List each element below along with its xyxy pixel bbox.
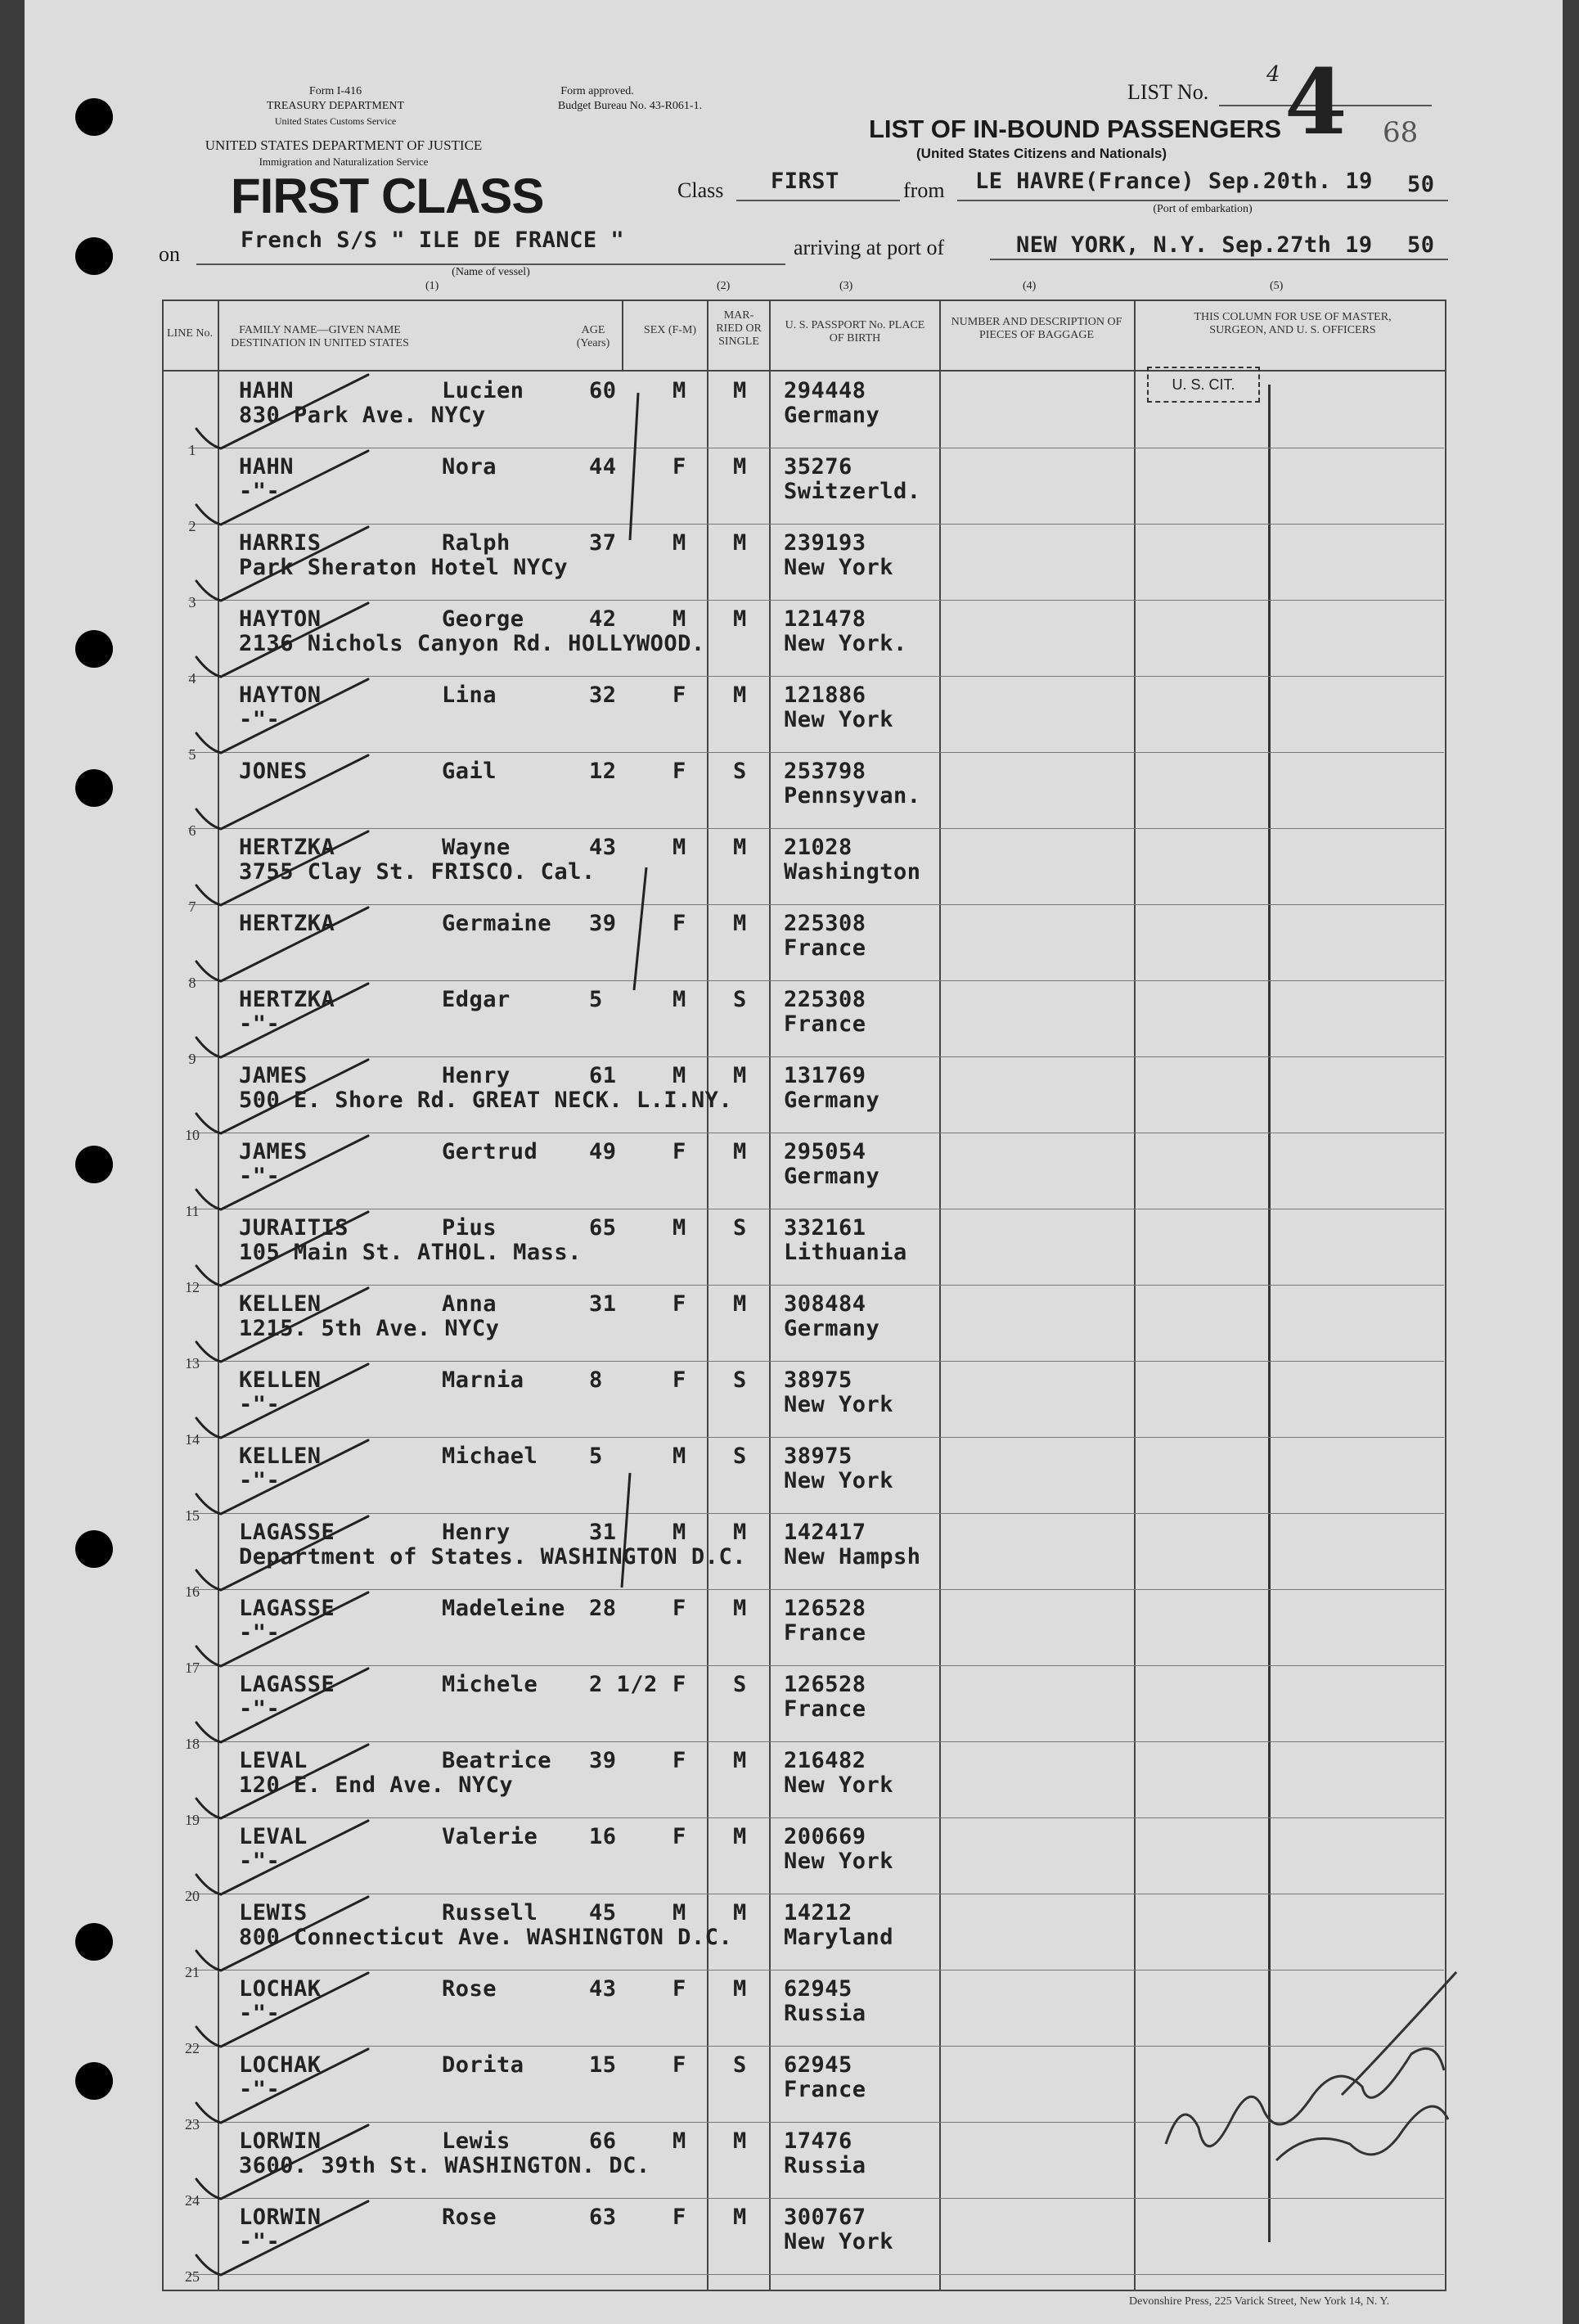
passenger-destination: -"- [239, 2077, 281, 2102]
passenger-marital-status: M [733, 530, 747, 556]
passenger-given-name: Gertrud [442, 1139, 538, 1164]
col-header-sex: SEX (F-M) [643, 324, 697, 336]
passenger-birthplace: New York. [784, 631, 907, 656]
passenger-sex: F [673, 1139, 686, 1164]
passenger-marital-status: M [733, 1748, 747, 1773]
line-number: 10 [185, 1127, 200, 1143]
checkmark [196, 2125, 368, 2199]
passenger-family-name: HAHN [239, 378, 295, 403]
passenger-birthplace: Russia [784, 2153, 866, 2178]
col-num-4: (4) [1023, 280, 1037, 292]
line-number: 3 [188, 594, 196, 610]
line-number: 7 [188, 899, 196, 915]
line-number: 16 [185, 1583, 200, 1600]
checkmark [196, 1440, 368, 1514]
passenger-passport-no: 35276 [784, 454, 852, 480]
passenger-family-name: JAMES [239, 1139, 308, 1164]
passenger-marital-status: S [733, 1443, 747, 1469]
passenger-sex: F [673, 911, 686, 936]
passenger-destination: -"- [239, 479, 281, 504]
col-header-baggage: NUMBER AND DESCRIPTION OF PIECES OF BAGGAGE [951, 316, 1122, 341]
passenger-age: 44 [589, 454, 617, 480]
list-no-big: 4 [1284, 49, 1347, 155]
passenger-age: 5 [589, 987, 603, 1012]
passenger-destination: 105 Main St. ATHOL. Mass. [239, 1240, 582, 1265]
passenger-destination: -"- [239, 707, 281, 732]
line-number: 4 [188, 670, 196, 687]
passenger-passport-no: 332161 [784, 1215, 866, 1241]
passenger-given-name: Ralph [442, 530, 511, 556]
checkmark [196, 1060, 368, 1133]
passenger-marital-status: M [733, 1824, 747, 1849]
passenger-passport-no: 126528 [784, 1672, 866, 1697]
passenger-sex: M [673, 835, 686, 860]
passenger-family-name: HAHN [239, 454, 295, 480]
arriving-label: arriving at port of [794, 236, 945, 259]
class-value: FIRST [771, 169, 839, 194]
passenger-passport-no: 142417 [784, 1520, 866, 1545]
from-year: 50 [1407, 172, 1435, 197]
passenger-family-name: LORWIN [239, 2205, 322, 2230]
treasury-dept: TREASURY DEPARTMENT [266, 100, 405, 112]
port-value: NEW YORK, N.Y. Sep.27th 19 [1016, 232, 1373, 258]
passenger-passport-no: 17476 [784, 2128, 852, 2154]
passenger-family-name: LOCHAK [239, 2052, 322, 2078]
checkmark [196, 1897, 368, 1970]
passenger-birthplace: France [784, 2077, 866, 2102]
passenger-marital-status: M [733, 1900, 747, 1925]
passenger-marital-status: M [733, 2205, 747, 2230]
passenger-sex: F [673, 1291, 686, 1317]
passenger-marital-status: S [733, 759, 747, 784]
class-heading: FIRST CLASS [231, 169, 544, 223]
passenger-family-name: HERTZKA [239, 911, 335, 936]
passenger-marital-status: S [733, 1367, 747, 1393]
checkmark [196, 1592, 368, 1666]
line-number: 11 [185, 1203, 200, 1219]
line-number: 24 [185, 2192, 200, 2209]
checkmark [196, 1212, 368, 1286]
passenger-marital-status: M [733, 1976, 747, 2002]
passenger-given-name: Wayne [442, 835, 511, 860]
passenger-sex: F [673, 1596, 686, 1621]
checkmark [196, 1136, 368, 1209]
passenger-sex: F [673, 1367, 686, 1393]
passenger-destination: 800 Connecticut Ave. WASHINGTON D.C. [239, 1925, 733, 1950]
passenger-marital-status: M [733, 454, 747, 480]
passenger-age: 65 [589, 1215, 617, 1241]
passenger-sex: M [673, 2128, 686, 2154]
passenger-given-name: Beatrice [442, 1748, 552, 1773]
passenger-family-name: LEVAL [239, 1748, 308, 1773]
passenger-birthplace: New Hampsh [784, 1544, 921, 1570]
col-header-name: FAMILY NAME—GIVEN NAME DESTINATION IN UNITED STATES [231, 324, 409, 349]
passenger-marital-status: M [733, 2128, 747, 2154]
checkmark [196, 451, 368, 525]
line-number: 25 [185, 2268, 200, 2285]
us-citizen-stamp: U. S. CIT. [1147, 367, 1260, 403]
checkmark [196, 2201, 368, 2275]
passenger-sex: F [673, 2205, 686, 2230]
passenger-sex: F [673, 454, 686, 480]
passenger-family-name: HAYTON [239, 682, 322, 708]
passenger-age: 31 [589, 1520, 617, 1545]
line-number: 18 [185, 1736, 200, 1752]
passenger-family-name: LORWIN [239, 2128, 322, 2154]
vessel-value: French S/S " ILE DE FRANCE " [241, 227, 625, 253]
passenger-age: 60 [589, 378, 617, 403]
passenger-destination: Park Sheraton Hotel NYCy [239, 555, 569, 580]
passenger-marital-status: M [733, 1139, 747, 1164]
class-label: Class [677, 178, 724, 202]
passenger-sex: M [673, 1215, 686, 1241]
passenger-passport-no: 253798 [784, 759, 866, 784]
passenger-passport-no: 294448 [784, 378, 866, 403]
passenger-age: 16 [589, 1824, 617, 1849]
passenger-sex: F [673, 1672, 686, 1697]
passenger-marital-status: S [733, 987, 747, 1012]
checkmark [196, 1669, 368, 1742]
passenger-sex: M [673, 378, 686, 403]
passenger-family-name: JAMES [239, 1063, 308, 1088]
line-number: 8 [188, 975, 196, 991]
passenger-age: 66 [589, 2128, 617, 2154]
passenger-passport-no: 295054 [784, 1139, 866, 1164]
port-year: 50 [1407, 232, 1435, 258]
passenger-age: 5 [589, 1443, 603, 1469]
passenger-marital-status: M [733, 911, 747, 936]
passenger-given-name: Lewis [442, 2128, 511, 2154]
passenger-family-name: HAYTON [239, 606, 322, 632]
passenger-age: 39 [589, 1748, 617, 1773]
passenger-passport-no: 121478 [784, 606, 866, 632]
passenger-given-name: Russell [442, 1900, 538, 1925]
passenger-passport-no: 239193 [784, 530, 866, 556]
on-label: on [159, 242, 180, 266]
passenger-given-name: Pius [442, 1215, 497, 1241]
passenger-age: 45 [589, 1900, 617, 1925]
checkmark [196, 1973, 368, 2047]
col-num-1: (1) [425, 280, 439, 292]
passenger-passport-no: 14212 [784, 1900, 852, 1925]
form-approved: Form approved. [560, 85, 634, 97]
passenger-destination: -"- [239, 1011, 281, 1037]
passenger-birthplace: France [784, 935, 866, 961]
checkmark [196, 1364, 368, 1438]
passenger-destination: Department of States. WASHINGTON D.C. [239, 1544, 746, 1570]
passenger-marital-status: M [733, 835, 747, 860]
printer-imprint: Devonshire Press, 225 Varick Street, New York 14, N. Y. [1129, 2295, 1390, 2308]
passenger-sex: F [673, 759, 686, 784]
passenger-age: 42 [589, 606, 617, 632]
budget-bureau: Budget Bureau No. 43-R061-1. [557, 100, 703, 112]
passenger-family-name: KELLEN [239, 1367, 322, 1393]
passenger-family-name: LAGASSE [239, 1520, 335, 1545]
passenger-birthplace: Russia [784, 2001, 866, 2026]
passenger-destination: -"- [239, 2001, 281, 2026]
customs-service: United States Customs Service [274, 115, 397, 127]
col-header-married: MAR- RIED OR SINGLE [716, 309, 762, 348]
line-number: 22 [185, 2040, 200, 2056]
line-number: 9 [188, 1051, 196, 1067]
line-number: 17 [185, 1660, 200, 1676]
passenger-age: 49 [589, 1139, 617, 1164]
list-no-small: 4 [1266, 62, 1280, 87]
passenger-age: 32 [589, 682, 617, 708]
passenger-birthplace: New York [784, 2229, 894, 2254]
doj-heading: UNITED STATES DEPARTMENT OF JUSTICE [205, 137, 483, 153]
passenger-sex: M [673, 1900, 686, 1925]
passenger-sex: F [673, 1748, 686, 1773]
col-header-age: AGE (Years) [576, 324, 610, 349]
passenger-birthplace: Washington [784, 859, 921, 885]
passenger-given-name: Michael [442, 1443, 538, 1469]
passenger-birthplace: New York [784, 707, 894, 732]
passenger-sex: M [673, 1443, 686, 1469]
passenger-passport-no: 126528 [784, 1596, 866, 1621]
passenger-birthplace: Germany [784, 403, 880, 428]
passenger-given-name: Nora [442, 454, 497, 480]
passenger-destination: -"- [239, 1468, 281, 1493]
passenger-birthplace: France [784, 1011, 866, 1037]
passenger-passport-no: 308484 [784, 1291, 866, 1317]
passenger-birthplace: New York [784, 1392, 894, 1417]
passenger-marital-status: S [733, 1672, 747, 1697]
checkmark [196, 984, 368, 1057]
ins-heading: Immigration and Naturalization Service [259, 155, 429, 168]
passenger-marital-status: M [733, 1291, 747, 1317]
checkmark [196, 755, 368, 829]
passenger-sex: M [673, 1520, 686, 1545]
passenger-sex: F [673, 2052, 686, 2078]
passenger-age: 61 [589, 1063, 617, 1088]
passenger-given-name: Dorita [442, 2052, 524, 2078]
passenger-birthplace: Germany [784, 1088, 880, 1113]
passenger-given-name: Edgar [442, 987, 511, 1012]
passenger-passport-no: 21028 [784, 835, 852, 860]
passenger-destination: -"- [239, 2229, 281, 2254]
passenger-age: 63 [589, 2205, 617, 2230]
line-number: 19 [185, 1812, 200, 1828]
passenger-given-name: Germaine [442, 911, 552, 936]
passenger-marital-status: M [733, 378, 747, 403]
passenger-family-name: LOCHAK [239, 1976, 322, 2002]
passenger-given-name: Henry [442, 1063, 511, 1088]
passenger-destination: 2136 Nichols Canyon Rd. HOLLYWOOD. [239, 631, 705, 656]
passenger-passport-no: 121886 [784, 682, 866, 708]
passenger-birthplace: Switzerld. [784, 479, 921, 504]
passenger-age: 12 [589, 759, 617, 784]
passenger-given-name: Gail [442, 759, 497, 784]
passenger-birthplace: Germany [784, 1164, 880, 1189]
passenger-destination: -"- [239, 1392, 281, 1417]
passenger-birthplace: France [784, 1620, 866, 1646]
passenger-sex: M [673, 1063, 686, 1088]
passenger-destination: 3755 Clay St. FRISCO. Cal. [239, 859, 596, 885]
passenger-sex: F [673, 1824, 686, 1849]
passenger-given-name: Marnia [442, 1367, 524, 1393]
passenger-passport-no: 225308 [784, 987, 866, 1012]
passenger-family-name: KELLEN [239, 1443, 322, 1469]
passenger-marital-status: M [733, 682, 747, 708]
passenger-passport-no: 300767 [784, 2205, 866, 2230]
passenger-age: 37 [589, 530, 617, 556]
checkmark [196, 527, 368, 601]
passenger-marital-status: S [733, 1215, 747, 1241]
passenger-birthplace: Lithuania [784, 1240, 907, 1265]
passenger-marital-status: M [733, 1063, 747, 1088]
passenger-birthplace: France [784, 1696, 866, 1722]
passenger-marital-status: M [733, 606, 747, 632]
line-number: 5 [188, 746, 196, 763]
passenger-birthplace: New York [784, 1468, 894, 1493]
col-num-3: (3) [839, 280, 853, 292]
checkmark [196, 1288, 368, 1362]
passenger-age: 39 [589, 911, 617, 936]
passenger-passport-no: 38975 [784, 1443, 852, 1469]
passenger-sex: F [673, 682, 686, 708]
line-number: 20 [185, 1888, 200, 1904]
line-number: 6 [188, 822, 196, 839]
col-num-2: (2) [717, 280, 731, 292]
line-number: 23 [185, 2116, 200, 2133]
line-number: 21 [185, 1964, 200, 1980]
passenger-destination: -"- [239, 1696, 281, 1722]
list-subtitle: (United States Citizens and Nationals) [916, 146, 1167, 161]
line-number: 13 [185, 1355, 200, 1371]
list-title: LIST OF IN-BOUND PASSENGERS [869, 115, 1282, 143]
passenger-given-name: Lucien [442, 378, 524, 403]
passenger-family-name: LAGASSE [239, 1672, 335, 1697]
from-value: LE HAVRE(France) Sep.20th. 19 [975, 169, 1373, 194]
passenger-birthplace: Maryland [784, 1925, 894, 1950]
passenger-birthplace: Pennsyvan. [784, 783, 921, 808]
officer-signature [1166, 2048, 1448, 2160]
passenger-age: 15 [589, 2052, 617, 2078]
passenger-marital-status: M [733, 1596, 747, 1621]
passenger-family-name: LEWIS [239, 1900, 308, 1925]
passenger-passport-no: 38975 [784, 1367, 852, 1393]
vessel-note: (Name of vessel) [452, 266, 530, 278]
passenger-passport-no: 225308 [784, 911, 866, 936]
passenger-given-name: Michele [442, 1672, 538, 1697]
passenger-age: 43 [589, 1976, 617, 2002]
checkmark [196, 679, 368, 753]
passenger-sex: M [673, 530, 686, 556]
page-mark: 68 [1383, 116, 1419, 149]
checkmark [196, 2049, 368, 2123]
passenger-given-name: Rose [442, 2205, 497, 2230]
from-label: from [903, 178, 945, 202]
passenger-passport-no: 200669 [784, 1824, 866, 1849]
passenger-passport-no: 62945 [784, 1976, 852, 2002]
list-no-label: LIST No. [1127, 80, 1209, 104]
passenger-age: 28 [589, 1596, 617, 1621]
passenger-birthplace: New York [784, 1772, 894, 1798]
passenger-given-name: Rose [442, 1976, 497, 2002]
form-number: Form I-416 [308, 85, 362, 97]
passenger-family-name: HERTZKA [239, 835, 335, 860]
passenger-destination: -"- [239, 1620, 281, 1646]
passenger-family-name: HARRIS [239, 530, 322, 556]
passenger-family-name: KELLEN [239, 1291, 322, 1317]
passenger-family-name: JURAITIS [239, 1215, 349, 1241]
passenger-passport-no: 131769 [784, 1063, 866, 1088]
passenger-passport-no: 216482 [784, 1748, 866, 1773]
passenger-family-name: LAGASSE [239, 1596, 335, 1621]
passenger-family-name: HERTZKA [239, 987, 335, 1012]
passenger-marital-status: M [733, 1520, 747, 1545]
embark-note: (Port of embarkation) [1153, 203, 1253, 215]
passenger-destination: -"- [239, 1849, 281, 1874]
col-header-officers: THIS COLUMN FOR USE OF MASTER, SURGEON, AND U. S. OFFICERS [1194, 311, 1392, 336]
checkmark [196, 375, 368, 448]
passenger-given-name: Madeleine [442, 1596, 565, 1621]
passenger-destination: 830 Park Ave. NYCy [239, 403, 486, 428]
passenger-given-name: Valerie [442, 1824, 538, 1849]
passenger-destination: 120 E. End Ave. NYCy [239, 1772, 514, 1798]
passenger-passport-no: 62945 [784, 2052, 852, 2078]
passenger-age: 43 [589, 835, 617, 860]
passenger-birthplace: Germany [784, 1316, 880, 1341]
passenger-destination: -"- [239, 1164, 281, 1189]
passenger-given-name: George [442, 606, 524, 632]
passenger-given-name: Henry [442, 1520, 511, 1545]
passenger-birthplace: New York [784, 555, 894, 580]
col-header-passport: U. S. PASSPORT No. PLACE OF BIRTH [785, 319, 925, 345]
checkmark [196, 1821, 368, 1894]
line-number: 14 [185, 1431, 200, 1448]
line-number: 1 [188, 442, 196, 458]
passenger-destination: 3600. 39th St. WASHINGTON. DC. [239, 2153, 650, 2178]
checkmark [196, 908, 368, 981]
passenger-age: 2 1/2 [589, 1672, 658, 1697]
passenger-given-name: Anna [442, 1291, 497, 1317]
passenger-age: 8 [589, 1367, 603, 1393]
handwritten-strokes [622, 393, 646, 1588]
checkmark [196, 1516, 368, 1590]
passenger-family-name: JONES [239, 759, 308, 784]
passenger-destination: 1215. 5th Ave. NYCy [239, 1316, 500, 1341]
checkmark [196, 1745, 368, 1818]
passenger-marital-status: S [733, 2052, 747, 2078]
passenger-family-name: LEVAL [239, 1824, 308, 1849]
passenger-birthplace: New York [784, 1849, 894, 1874]
passenger-given-name: Lina [442, 682, 497, 708]
checkmark [196, 831, 368, 905]
col-header-line: LINE No. [167, 327, 213, 340]
line-number: 12 [185, 1279, 200, 1295]
line-number: 15 [185, 1507, 200, 1524]
col-num-5: (5) [1270, 280, 1284, 292]
passenger-sex: M [673, 606, 686, 632]
line-number: 2 [188, 518, 196, 534]
passenger-destination: 500 E. Shore Rd. GREAT NECK. L.I.NY. [239, 1088, 733, 1113]
passenger-sex: M [673, 987, 686, 1012]
signature-stroke [1342, 1972, 1456, 2095]
checkmark [196, 603, 368, 677]
passenger-sex: F [673, 1976, 686, 2002]
passenger-age: 31 [589, 1291, 617, 1317]
